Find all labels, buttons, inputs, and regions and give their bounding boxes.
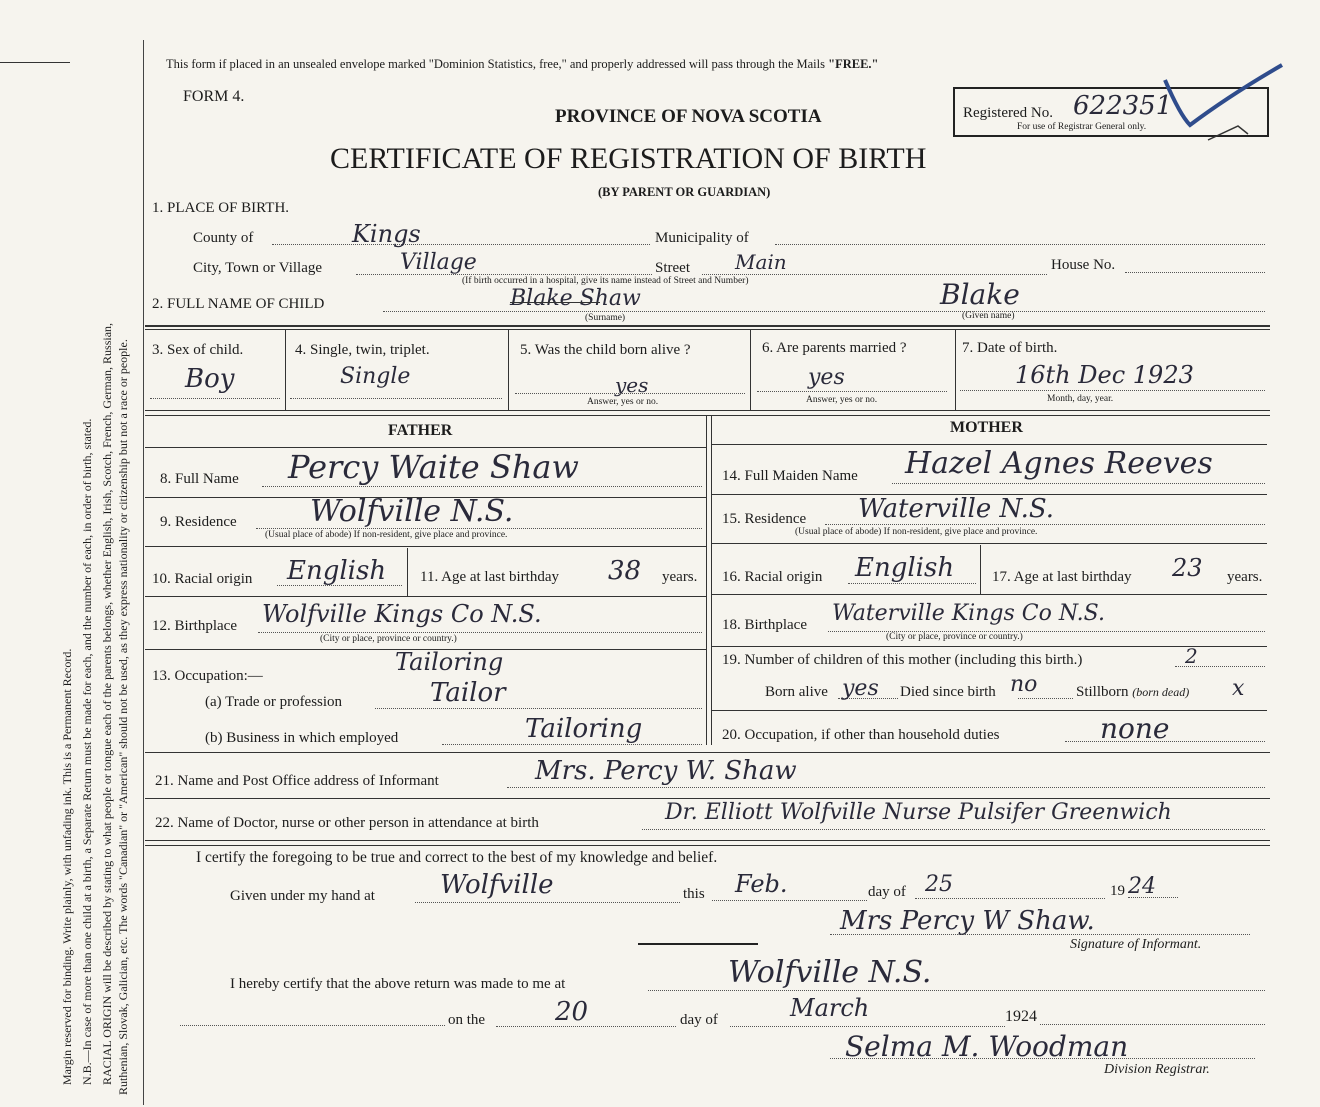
father-rule-3 [145, 546, 706, 547]
children-count-label: 19. Number of children of this mother (including this birth.) [722, 652, 1083, 668]
divider-cert-2 [145, 845, 1270, 846]
divider-21 [145, 752, 1270, 753]
divider-row-2 [145, 415, 1270, 416]
center-rule [638, 943, 758, 945]
children-line [1175, 666, 1265, 667]
divider-22 [145, 798, 1270, 799]
mother-heading: MOTHER [950, 419, 1023, 436]
father-residence-note: (Usual place of abode) If non-resident, give place and province. [265, 530, 508, 540]
month-value: Feb. [735, 870, 788, 898]
mother-birthplace-value: Waterville Kings Co N.S. [832, 601, 1105, 626]
on-the-label: on the [448, 1012, 486, 1028]
born-alive-value: yes [842, 676, 879, 701]
business-line [442, 744, 702, 745]
house-line [1125, 272, 1265, 273]
col-div-4 [955, 330, 956, 410]
day-value: 25 [925, 872, 953, 897]
mother-rule-5 [712, 646, 1267, 647]
margin-border [143, 40, 144, 1105]
margin-text-2: N.B.—In case of more than one child at a birth, a Separate Return must be made for each, and the number of each, in order of birth, stated. [80, 418, 94, 1085]
alive-note: Answer, yes or no. [587, 397, 659, 407]
mother-residence-value: Waterville N.S. [858, 494, 1055, 524]
father-heading: FATHER [388, 422, 453, 439]
mother-race-value: English [855, 553, 955, 583]
father-bp-line [258, 632, 702, 633]
month-line [712, 900, 867, 901]
col-div-3 [750, 330, 751, 410]
given-name-value: Blake [940, 278, 1020, 311]
alive-line [515, 393, 745, 394]
doctor-label: 22. Name of Doctor, nurse or other person in attendance at birth [155, 815, 539, 831]
died-label: Died since birth [900, 684, 996, 700]
died-value: no [1010, 672, 1038, 697]
married-label: 6. Are parents married ? [762, 340, 907, 356]
mother-occupation-value: none [1100, 712, 1170, 745]
mother-name-label: 14. Full Maiden Name [722, 468, 858, 484]
business-label: (b) Business in which employed [205, 730, 399, 746]
col-div-2 [508, 330, 509, 410]
father-age-label: 11. Age at last birthday [420, 569, 559, 585]
form-number: FORM 4. [183, 88, 245, 105]
dob-note: Month, day, year. [1047, 394, 1114, 404]
sex-value: Boy [185, 364, 235, 394]
father-name-label: 8. Full Name [160, 471, 239, 487]
informant-label: 21. Name and Post Office address of Informant [155, 773, 439, 789]
father-name-line [262, 486, 702, 487]
mother-rule-6 [712, 710, 1267, 711]
on-the-lead-line [180, 1025, 445, 1026]
registered-note: For use of Registrar General only. [1017, 122, 1147, 132]
given-place-value: Wolfville [440, 870, 554, 900]
registrar-caption: Division Registrar. [1104, 1062, 1210, 1077]
check-mark-icon [1160, 60, 1290, 160]
reg-day-of-label: day of [680, 1012, 718, 1028]
county-line [272, 244, 650, 245]
died-line [1018, 698, 1073, 699]
stillborn-value: x [1232, 676, 1245, 701]
given-name-note: (Given name) [962, 311, 1015, 321]
father-residence-label: 9. Residence [160, 514, 237, 530]
municipality-line [775, 244, 1265, 245]
informant-line [507, 787, 1265, 788]
year-prefix: 19 [1110, 883, 1125, 899]
father-residence-value: Wolfville N.S. [310, 494, 514, 529]
house-label: House No. [1051, 257, 1116, 273]
mother-birthplace-note: (City or place, province or country.) [886, 632, 1023, 642]
child-name-label: 2. FULL NAME OF CHILD [152, 296, 325, 312]
dob-value: 16th Dec 1923 [1015, 361, 1194, 389]
registrar-statement: I hereby certify that the above return was made to me at [230, 976, 566, 992]
city-label: City, Town or Village [193, 260, 323, 276]
given-label: Given under my hand at [230, 888, 375, 904]
father-birthplace-value: Wolfville Kings Co N.S. [262, 600, 542, 628]
street-line [702, 274, 1047, 275]
dob-line [960, 390, 1265, 391]
mother-occupation-label: 20. Occupation, if other than household duties [722, 727, 1000, 743]
registered-label: Registered No. [963, 105, 1053, 121]
certify-statement: I certify the foregoing to be true and correct to the best of my knowledge and belief. [196, 849, 718, 866]
mail-notice: This form if placed in an unsealed envelope marked "Dominion Statistics, free," and properly addressed will pass through the Mails "FREE." [166, 57, 879, 71]
col-div-1 [285, 330, 286, 410]
mother-rule-1 [712, 444, 1267, 445]
father-rule-4 [145, 596, 706, 597]
surname-note: (Surname) [585, 313, 626, 323]
father-race-label: 10. Racial origin [152, 571, 253, 587]
mother-residence-note: (Usual place of abode) If non-resident, give place and province. [795, 527, 1038, 537]
province-title: PROVINCE OF NOVA SCOTIA [555, 106, 822, 127]
alive-value: yes [615, 373, 649, 397]
divider-row [145, 410, 1270, 411]
margin-mark [0, 62, 70, 63]
mother-residence-label: 15. Residence [722, 511, 807, 527]
divider-top [145, 325, 1270, 327]
mother-res-line [825, 524, 1265, 525]
children-count-value: 2 [1185, 644, 1198, 668]
single-line [290, 398, 502, 399]
reg-year-value: 1924 [1005, 1008, 1037, 1025]
day-of-label: day of [868, 884, 906, 900]
dob-label: 7. Date of birth. [962, 340, 1058, 356]
signature-line [830, 934, 1250, 935]
signature-caption: Signature of Informant. [1070, 937, 1202, 952]
registrar-place-value: Wolfville N.S. [728, 955, 932, 990]
informant-signature: Mrs Percy W Shaw. [840, 906, 1095, 936]
sex-label: 3. Sex of child. [152, 342, 244, 358]
reg-month-line [730, 1026, 1005, 1027]
mother-age-label: 17. Age at last birthday [992, 569, 1132, 585]
mother-birthplace-label: 18. Birthplace [722, 617, 807, 633]
year-line [1128, 897, 1178, 898]
mother-rule-4 [712, 594, 1267, 595]
mother-age-unit: years. [1227, 569, 1263, 585]
street-value: Main [735, 250, 787, 274]
registrar-place-line [648, 990, 1265, 991]
hospital-note: (If birth occurred in a hospital, give its name instead of Street and Number) [462, 276, 749, 286]
reg-year-line [1040, 1024, 1265, 1025]
registrar-sig-line [830, 1058, 1255, 1059]
reg-month-value: March [790, 994, 870, 1022]
year-value: 24 [1128, 874, 1156, 899]
reg-day-value: 20 [555, 997, 589, 1027]
registrar-signature: Selma M. Woodman [845, 1030, 1129, 1063]
municipality-label: Municipality of [655, 230, 749, 246]
business-value: Tailoring [525, 714, 643, 744]
father-occupation-label: 13. Occupation:— [152, 668, 263, 684]
divider-top-2 [145, 329, 1270, 330]
surname-value: Blake Shaw [510, 286, 641, 311]
mother-rule-3 [712, 543, 1267, 544]
trade-line [375, 708, 702, 709]
father-age-unit: years. [662, 569, 698, 585]
place-section-label: 1. PLACE OF BIRTH. [152, 200, 290, 216]
margin-text-4: Ruthenian, Slovak, Galician, etc. The words "Canadian" or "American" should not be used, as they express nationality or citizenship but not a race or people. [116, 339, 130, 1095]
county-value: Kings [352, 220, 421, 248]
sex-line [150, 398, 280, 399]
informant-value: Mrs. Percy W. Shaw [535, 756, 797, 786]
strike-line [510, 302, 600, 303]
father-birthplace-label: 12. Birthplace [152, 618, 237, 634]
father-birthplace-note: (City or place, province or country.) [320, 634, 457, 644]
doctor-value: Dr. Elliott Wolfville Nurse Pulsifer Greenwich [665, 800, 1172, 825]
mother-age-value: 23 [1172, 554, 1203, 582]
mother-name-value: Hazel Agnes Reeves [905, 446, 1213, 481]
parents-divider-2 [711, 415, 712, 745]
father-race-div [407, 548, 408, 596]
father-name-value: Percy Waite Shaw [288, 448, 579, 486]
registered-number: 622351 [1073, 91, 1173, 121]
mother-race-div [980, 545, 981, 594]
this-label: this [683, 886, 705, 902]
page-subtitle: (BY PARENT OR GUARDIAN) [598, 185, 771, 199]
city-value: Village [400, 250, 477, 275]
single-label: 4. Single, twin, triplet. [295, 342, 430, 358]
street-label: Street [655, 260, 690, 276]
married-note: Answer, yes or no. [806, 395, 878, 405]
mother-race-label: 16. Racial origin [722, 569, 823, 585]
doctor-line [642, 829, 1265, 830]
margin-text-3: RACIAL ORIGIN will be described by stating to what people or tongue each of the parents belongs, whether English, Irish, Scotch, French, German, Russian, [100, 322, 114, 1085]
given-line [415, 902, 680, 903]
county-label: County of [193, 230, 254, 246]
married-line [757, 391, 947, 392]
father-occupation-value: Tailoring [395, 648, 504, 676]
alive-label: 5. Was the child born alive ? [520, 342, 691, 358]
trade-value: Tailor [430, 678, 506, 708]
day-line [915, 898, 1105, 899]
father-race-value: English [287, 556, 387, 586]
child-name-line [383, 311, 1265, 312]
father-age-value: 38 [608, 556, 642, 586]
page-title: CERTIFICATE OF REGISTRATION OF BIRTH [330, 142, 927, 175]
mother-name-line [892, 483, 1265, 484]
mother-race-line [848, 583, 976, 584]
parents-divider [706, 415, 707, 745]
married-value: yes [808, 365, 845, 390]
margin-text-1: Margin reserved for binding. Write plainly, with unfading ink. This is a Permanent Record. [60, 648, 74, 1085]
trade-label: (a) Trade or profession [205, 694, 343, 710]
single-value: Single [340, 364, 411, 389]
divider-cert [145, 840, 1270, 841]
born-alive-label: Born alive [765, 684, 828, 700]
stillborn-label: Stillborn (born dead) [1076, 684, 1190, 700]
